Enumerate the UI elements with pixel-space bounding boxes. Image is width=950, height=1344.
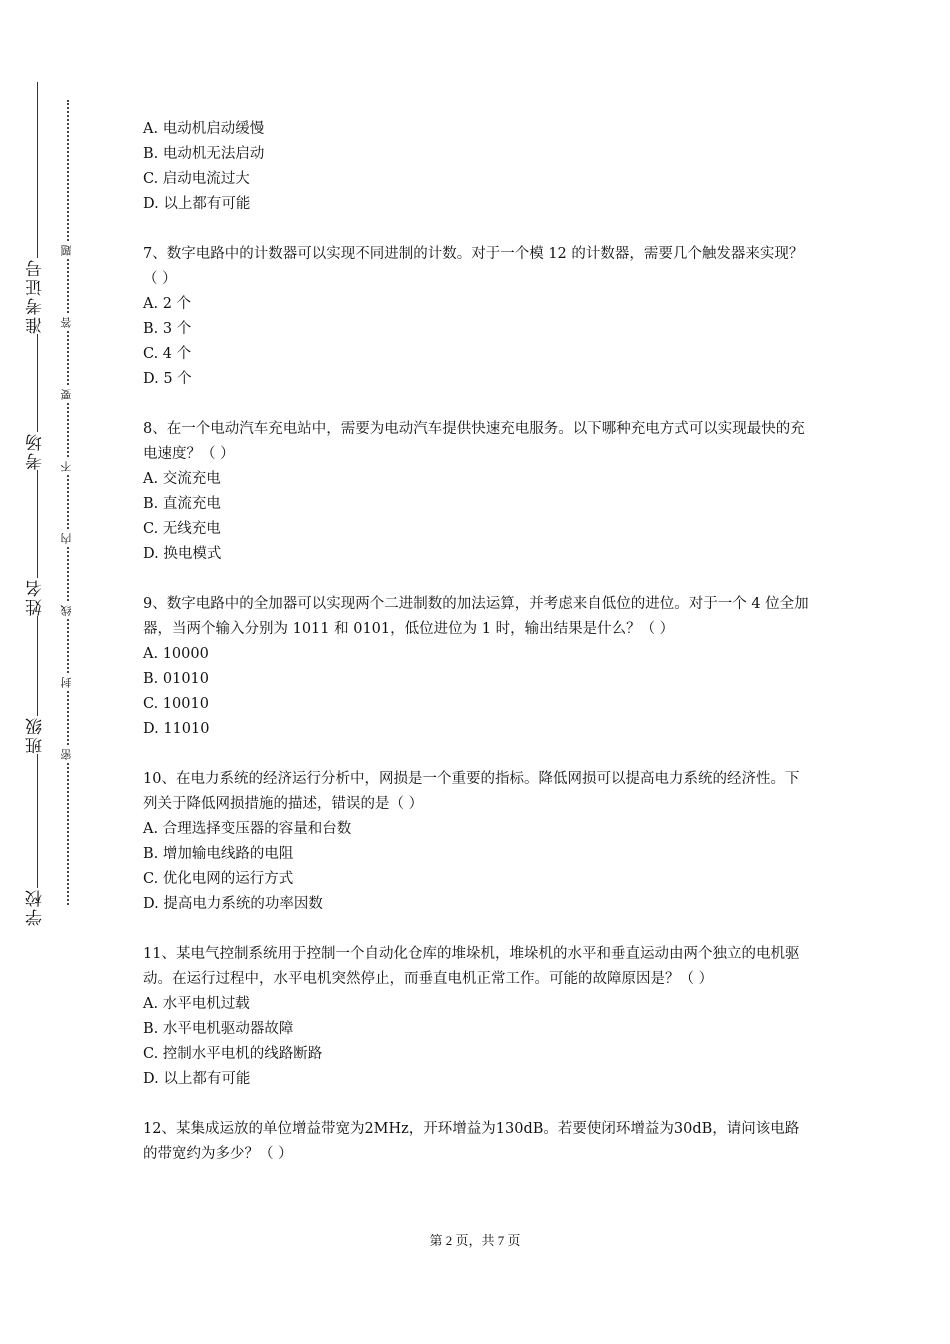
question-stem: 11、某电气控制系统用于控制一个自动化仓库的堆垛机，堆垛机的水平和垂直运动由两个独立的电机驱动。在运行过程中，水平电机突然停止，而垂直电机正常工作。可能的故障原因是？（ ） <box>143 946 800 987</box>
option: B. 电动机无法启动 <box>143 146 265 162</box>
option: D. 以上都有可能 <box>143 196 251 212</box>
option: B. 01010 <box>143 671 210 687</box>
question-continuation <box>143 117 813 217</box>
option: D. 换电模式 <box>143 546 222 562</box>
option: C. 控制水平电机的线路断路 <box>143 1046 323 1062</box>
question-stem: 8、在一个电动汽车充电站中，需要为电动汽车提供快速充电服务。以下哪种充电方式可以实现最快的充电速度？（ ） <box>143 421 805 462</box>
seal-char: 答 <box>60 317 73 328</box>
binding-line <box>37 82 38 912</box>
seal-char: 题 <box>60 245 73 256</box>
exam-content <box>143 117 813 1192</box>
option: C. 4 个 <box>143 346 192 362</box>
seal-char: 封 <box>60 677 73 688</box>
question-stem: 12、某集成运放的单位增益带宽为2MHz，开环增益为130dB。若要使闭环增益为30dB，请问该电路的带宽约为多少？（ ） <box>143 1121 800 1162</box>
question-stem: 10、在电力系统的经济运行分析中，网损是一个重要的指标。降低网损可以提高电力系统的经济性。下列关于降低网损措施的描述，错误的是（ ） <box>143 771 800 812</box>
option: B. 直流充电 <box>143 496 221 512</box>
name-label: 姓名 <box>23 578 48 616</box>
option: C. 优化电网的运行方式 <box>143 871 294 887</box>
option: B. 水平电机驱动器故障 <box>143 1021 294 1037</box>
option: A. 交流充电 <box>143 471 221 487</box>
option: A. 合理选择变压器的容量和台数 <box>143 821 352 837</box>
seal-char: 线 <box>60 605 73 616</box>
question-10 <box>143 767 813 917</box>
question-11 <box>143 942 813 1092</box>
question-stem: 7、数字电路中的计数器可以实现不同进制的计数。对于一个模 12 的计数器，需要几个触发器来实现？（ ） <box>143 246 804 287</box>
seal-char: 不 <box>60 461 73 472</box>
option: A. 水平电机过载 <box>143 996 250 1012</box>
option: D. 11010 <box>143 721 210 737</box>
question-9 <box>143 592 813 742</box>
seal-char: 密 <box>60 749 73 760</box>
option: A. 电动机启动缓慢 <box>143 121 265 137</box>
option: C. 启动电流过大 <box>143 171 250 187</box>
exam-id-label: 准考证号 <box>23 258 48 334</box>
exam-room-label: 考场 <box>23 432 48 470</box>
option: D. 以上都有可能 <box>143 1071 251 1087</box>
school-label: 学校 <box>23 888 48 926</box>
question-8 <box>143 417 813 567</box>
option: C. 10010 <box>143 696 209 712</box>
question-stem: 9、数字电路中的全加器可以实现两个二进制数的加法运算，并考虑来自低位的进位。对于一个 4 位全加器，当两个输入分别为 1011 和 0101，低位进位为 1 时，输出结果是什么？（ ） <box>143 596 809 637</box>
option: B. 3 个 <box>143 321 192 337</box>
question-12 <box>143 1117 813 1167</box>
option: B. 增加输电线路的电阻 <box>143 846 294 862</box>
page-number: 第 2 页，共 7 页 <box>429 1233 521 1248</box>
option: C. 无线充电 <box>143 521 221 537</box>
seal-dotted-line <box>67 100 69 905</box>
option: A. 10000 <box>143 646 209 662</box>
option: D. 5 个 <box>143 371 192 387</box>
option: A. 2 个 <box>143 296 192 312</box>
seal-char: 内 <box>60 533 73 544</box>
option: D. 提高电力系统的功率因数 <box>143 896 323 912</box>
class-label: 班级 <box>23 716 48 754</box>
question-7 <box>143 242 813 392</box>
seal-char: 要 <box>60 389 73 400</box>
